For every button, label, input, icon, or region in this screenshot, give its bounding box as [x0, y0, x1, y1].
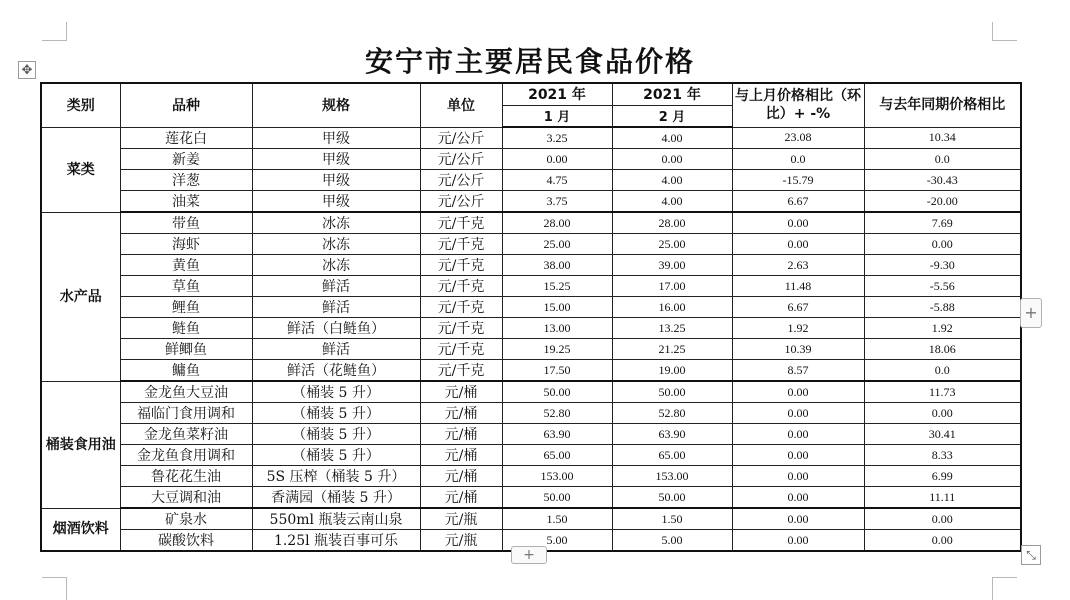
spec-cell: （桶装 5 升） — [252, 424, 420, 445]
product-cell: 鲢鱼 — [120, 318, 252, 339]
product-cell: 金龙鱼食用调和 — [120, 445, 252, 466]
mom-cell: 6.67 — [732, 297, 864, 318]
spec-cell: 香满园（桶装 5 升） — [252, 487, 420, 509]
table-row — [41, 297, 1021, 318]
header-mom: 与上月价格相比（环比）+ -% — [732, 83, 864, 127]
product-cell: 带鱼 — [120, 212, 252, 234]
yoy-cell: 8.33 — [864, 445, 1021, 466]
yoy-cell: 10.34 — [864, 127, 1021, 149]
page-corner-mark-top-right — [992, 22, 1017, 41]
spec-cell: 甲级 — [252, 191, 420, 213]
yoy-cell: -20.00 — [864, 191, 1021, 213]
yoy-cell: -5.88 — [864, 297, 1021, 318]
feb-cell: 21.25 — [612, 339, 732, 360]
header-year-1: 2021 年 — [502, 83, 612, 105]
jan-cell: 5.00 — [502, 530, 612, 552]
product-cell: 金龙鱼大豆油 — [120, 381, 252, 403]
spec-cell: 冰冻 — [252, 255, 420, 276]
product-cell: 油菜 — [120, 191, 252, 213]
unit-cell: 元/千克 — [420, 360, 502, 382]
table-row — [41, 360, 1021, 382]
spec-cell: 鲜活 — [252, 297, 420, 318]
feb-cell: 50.00 — [612, 487, 732, 509]
product-cell: 海虾 — [120, 234, 252, 255]
mom-cell: 0.00 — [732, 212, 864, 234]
product-cell: 金龙鱼菜籽油 — [120, 424, 252, 445]
unit-cell: 元/桶 — [420, 487, 502, 509]
feb-cell: 13.25 — [612, 318, 732, 339]
yoy-cell: -5.56 — [864, 276, 1021, 297]
jan-cell: 3.75 — [502, 191, 612, 213]
spec-cell: 鲜活（花鲢鱼） — [252, 360, 420, 382]
feb-cell: 4.00 — [612, 170, 732, 191]
mom-cell: 0.00 — [732, 234, 864, 255]
spec-cell: 甲级 — [252, 149, 420, 170]
yoy-cell: 0.00 — [864, 530, 1021, 552]
jan-cell: 17.50 — [502, 360, 612, 382]
feb-cell: 19.00 — [612, 360, 732, 382]
yoy-cell: 0.0 — [864, 149, 1021, 170]
feb-cell: 65.00 — [612, 445, 732, 466]
table-row — [41, 466, 1021, 487]
category-cell: 桶装食用油 — [41, 381, 120, 508]
table-row — [41, 276, 1021, 297]
yoy-cell: 7.69 — [864, 212, 1021, 234]
mom-cell: 0.00 — [732, 487, 864, 509]
category-cell: 菜类 — [41, 127, 120, 212]
table-row — [41, 255, 1021, 276]
jan-cell: 0.00 — [502, 149, 612, 170]
feb-cell: 4.00 — [612, 127, 732, 149]
spec-cell: 鲜活 — [252, 339, 420, 360]
header-spec: 规格 — [252, 83, 420, 127]
unit-cell: 元/公斤 — [420, 127, 502, 149]
mom-cell: 0.00 — [732, 403, 864, 424]
mom-cell: 0.0 — [732, 149, 864, 170]
jan-cell: 15.25 — [502, 276, 612, 297]
yoy-cell: 0.00 — [864, 403, 1021, 424]
header-product: 品种 — [120, 83, 252, 127]
unit-cell: 元/公斤 — [420, 149, 502, 170]
mom-cell: 6.67 — [732, 191, 864, 213]
mom-cell: 8.57 — [732, 360, 864, 382]
category-cell: 水产品 — [41, 212, 120, 381]
product-cell: 洋葱 — [120, 170, 252, 191]
header-yoy: 与去年同期价格相比 — [864, 83, 1021, 127]
document-title: 安宁市主要居民食品价格 — [364, 45, 695, 78]
yoy-cell: 18.06 — [864, 339, 1021, 360]
feb-cell: 4.00 — [612, 191, 732, 213]
spec-cell: 1.25l 瓶装百事可乐 — [252, 530, 420, 552]
jan-cell: 153.00 — [502, 466, 612, 487]
jan-cell: 65.00 — [502, 445, 612, 466]
feb-cell: 0.00 — [612, 149, 732, 170]
jan-cell: 3.25 — [502, 127, 612, 149]
yoy-cell: -30.43 — [864, 170, 1021, 191]
spec-cell: 鲜活（白鲢鱼） — [252, 318, 420, 339]
product-cell: 鲁花花生油 — [120, 466, 252, 487]
product-cell: 矿泉水 — [120, 508, 252, 530]
feb-cell: 153.00 — [612, 466, 732, 487]
table-row — [41, 170, 1021, 191]
product-cell: 鲜鲫鱼 — [120, 339, 252, 360]
add-column-button[interactable]: + — [1020, 298, 1042, 328]
table-row — [41, 339, 1021, 360]
unit-cell: 元/瓶 — [420, 530, 502, 552]
feb-cell: 25.00 — [612, 234, 732, 255]
feb-cell: 39.00 — [612, 255, 732, 276]
mom-cell: 0.00 — [732, 508, 864, 530]
jan-cell: 50.00 — [502, 487, 612, 509]
spec-cell: 冰冻 — [252, 234, 420, 255]
table-body — [41, 127, 1021, 551]
mom-cell: 2.63 — [732, 255, 864, 276]
mom-cell: 0.00 — [732, 466, 864, 487]
jan-cell: 4.75 — [502, 170, 612, 191]
unit-cell: 元/公斤 — [420, 191, 502, 213]
yoy-cell: 6.99 — [864, 466, 1021, 487]
product-cell: 鳙鱼 — [120, 360, 252, 382]
price-table — [40, 82, 1022, 552]
yoy-cell: 30.41 — [864, 424, 1021, 445]
product-cell: 碳酸饮料 — [120, 530, 252, 552]
unit-cell: 元/千克 — [420, 212, 502, 234]
table-row — [41, 318, 1021, 339]
table-row — [41, 403, 1021, 424]
unit-cell: 元/桶 — [420, 466, 502, 487]
table-row — [41, 127, 1021, 149]
feb-cell: 28.00 — [612, 212, 732, 234]
spec-cell: （桶装 5 升） — [252, 445, 420, 466]
product-cell: 黄鱼 — [120, 255, 252, 276]
product-cell: 新姜 — [120, 149, 252, 170]
jan-cell: 50.00 — [502, 381, 612, 403]
mom-cell: 11.48 — [732, 276, 864, 297]
mom-cell: -15.79 — [732, 170, 864, 191]
spec-cell: （桶装 5 升） — [252, 381, 420, 403]
page-corner-mark-bottom-right — [992, 577, 1017, 600]
product-cell: 鲤鱼 — [120, 297, 252, 318]
yoy-cell: -9.30 — [864, 255, 1021, 276]
table-move-handle-icon[interactable]: ✥ — [18, 61, 36, 79]
unit-cell: 元/千克 — [420, 255, 502, 276]
spec-cell: 甲级 — [252, 127, 420, 149]
yoy-cell: 11.73 — [864, 381, 1021, 403]
spec-cell: 鲜活 — [252, 276, 420, 297]
header-category: 类别 — [41, 83, 120, 127]
mom-cell: 0.00 — [732, 424, 864, 445]
table-row — [41, 424, 1021, 445]
table-row — [41, 191, 1021, 213]
spec-cell: 5S 压榨（桶装 5 升） — [252, 466, 420, 487]
table-row — [41, 212, 1021, 234]
product-cell: 福临门食用调和 — [120, 403, 252, 424]
jan-cell: 52.80 — [502, 403, 612, 424]
feb-cell: 50.00 — [612, 381, 732, 403]
jan-cell: 38.00 — [502, 255, 612, 276]
product-cell: 大豆调和油 — [120, 487, 252, 509]
feb-cell: 17.00 — [612, 276, 732, 297]
add-row-button[interactable]: + — [511, 546, 547, 564]
yoy-cell: 11.11 — [864, 487, 1021, 509]
unit-cell: 元/千克 — [420, 234, 502, 255]
unit-cell: 元/桶 — [420, 445, 502, 466]
jan-cell: 1.50 — [502, 508, 612, 530]
product-cell: 莲花白 — [120, 127, 252, 149]
page-corner-mark-top-left — [42, 22, 67, 41]
table-row — [41, 149, 1021, 170]
mom-cell: 0.00 — [732, 381, 864, 403]
unit-cell: 元/桶 — [420, 424, 502, 445]
feb-cell: 52.80 — [612, 403, 732, 424]
feb-cell: 5.00 — [612, 530, 732, 552]
header-month-1: 1 月 — [502, 105, 612, 127]
table-row — [41, 487, 1021, 509]
category-cell: 烟酒饮料 — [41, 508, 120, 551]
unit-cell: 元/公斤 — [420, 170, 502, 191]
table-row — [41, 381, 1021, 403]
jan-cell: 25.00 — [502, 234, 612, 255]
feb-cell: 63.90 — [612, 424, 732, 445]
header-unit: 单位 — [420, 83, 502, 127]
feb-cell: 1.50 — [612, 508, 732, 530]
jan-cell: 63.90 — [502, 424, 612, 445]
jan-cell: 15.00 — [502, 297, 612, 318]
header-month-2: 2 月 — [612, 105, 732, 127]
spec-cell: 甲级 — [252, 170, 420, 191]
unit-cell: 元/桶 — [420, 381, 502, 403]
product-cell: 草鱼 — [120, 276, 252, 297]
table-resize-handle-icon[interactable]: ⤡ — [1021, 545, 1041, 565]
yoy-cell: 1.92 — [864, 318, 1021, 339]
jan-cell: 28.00 — [502, 212, 612, 234]
unit-cell: 元/千克 — [420, 318, 502, 339]
spec-cell: 550ml 瓶装云南山泉 — [252, 508, 420, 530]
mom-cell: 10.39 — [732, 339, 864, 360]
spec-cell: 冰冻 — [252, 212, 420, 234]
table-row — [41, 508, 1021, 530]
unit-cell: 元/千克 — [420, 276, 502, 297]
mom-cell: 23.08 — [732, 127, 864, 149]
header-year-2: 2021 年 — [612, 83, 732, 105]
mom-cell: 1.92 — [732, 318, 864, 339]
unit-cell: 元/瓶 — [420, 508, 502, 530]
page-corner-mark-bottom-left — [42, 577, 67, 600]
unit-cell: 元/桶 — [420, 403, 502, 424]
unit-cell: 元/千克 — [420, 339, 502, 360]
feb-cell: 16.00 — [612, 297, 732, 318]
spec-cell: （桶装 5 升） — [252, 403, 420, 424]
yoy-cell: 0.00 — [864, 508, 1021, 530]
mom-cell: 0.00 — [732, 530, 864, 552]
jan-cell: 19.25 — [502, 339, 612, 360]
yoy-cell: 0.00 — [864, 234, 1021, 255]
table-row — [41, 445, 1021, 466]
table-row — [41, 234, 1021, 255]
mom-cell: 0.00 — [732, 445, 864, 466]
jan-cell: 13.00 — [502, 318, 612, 339]
yoy-cell: 0.0 — [864, 360, 1021, 382]
unit-cell: 元/千克 — [420, 297, 502, 318]
